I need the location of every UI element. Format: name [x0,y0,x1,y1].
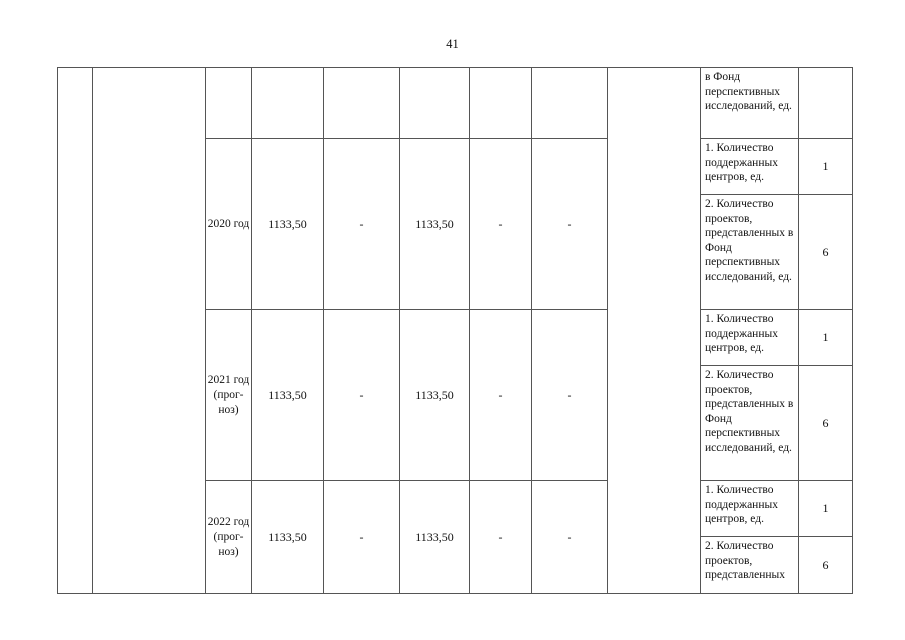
year-cell: 2020 год [206,139,252,310]
indicator-value: 6 [799,537,853,594]
funding-cell: - [532,139,608,310]
indicator-name: 1. Количество поддержанных центров, ед. [701,139,799,195]
funding-cell [324,68,400,139]
year-cell: 2022 год (прог-ноз) [206,481,252,594]
funding-cell [470,68,532,139]
page-number: 41 [446,37,459,51]
executor-cell [608,68,701,594]
total-cell: 1133,50 [252,139,324,310]
funding-cell [532,68,608,139]
funding-cell: - [470,481,532,594]
funding-cell: 1133,50 [400,481,470,594]
funding-cell: - [470,310,532,481]
funding-cell: - [532,310,608,481]
indicator-name: 2. Количество проектов, представленных в Фонд перспективных исследований, ед. [701,366,799,481]
funding-cell: - [324,481,400,594]
funding-cell: - [324,139,400,310]
funding-cell: - [532,481,608,594]
funding-cell: - [470,139,532,310]
year-cell [206,68,252,139]
activity-name-cell [93,68,206,594]
indicator-name: в Фонд перспективных исследований, ед. [701,68,799,139]
year-cell: 2021 год (прог-ноз) [206,310,252,481]
indicator-value: 6 [799,195,853,310]
indicator-value: 6 [799,366,853,481]
indicator-value: 1 [799,310,853,366]
total-cell: 1133,50 [252,310,324,481]
row-number-cell [58,68,93,594]
total-cell: 1133,50 [252,481,324,594]
indicator-value [799,68,853,139]
funding-cell [400,68,470,139]
indicator-value: 1 [799,139,853,195]
total-cell [252,68,324,139]
indicator-name: 2. Количество проектов, представленных [701,537,799,594]
indicator-name: 1. Количество поддержанных центров, ед. [701,310,799,366]
funding-cell: - [324,310,400,481]
table-row [58,68,853,139]
indicator-value: 1 [799,481,853,537]
funding-cell: 1133,50 [400,310,470,481]
indicator-name: 1. Количество поддержанных центров, ед. [701,481,799,537]
program-table [57,67,853,594]
indicator-name: 2. Количество проектов, представленных в Фонд перспективных исследований, ед. [701,195,799,310]
funding-cell: 1133,50 [400,139,470,310]
